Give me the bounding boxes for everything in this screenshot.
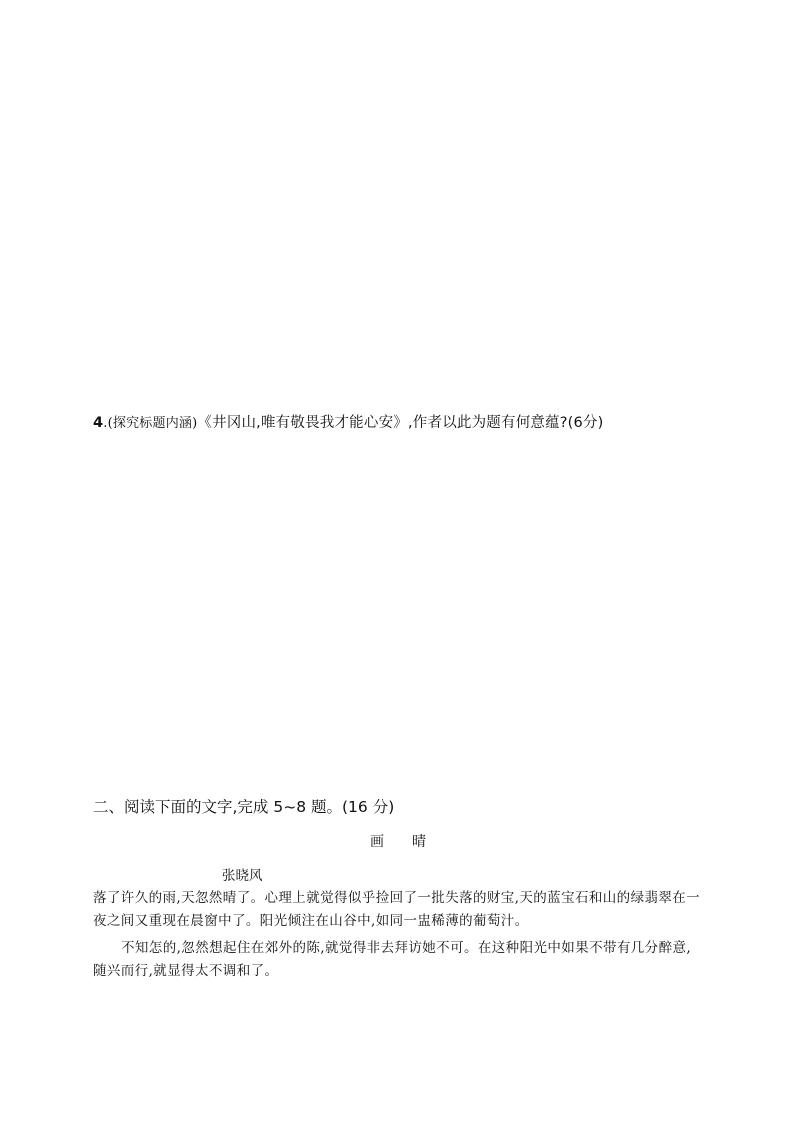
article-title-char-1: 画 xyxy=(370,834,384,850)
article-paragraph-2: 不知怎的,忽然想起住在郊外的陈,就觉得非去拜访她不可。在这种阳光中如果不带有几分醉意,随兴而行,就显得太不调和了。 xyxy=(93,940,692,979)
question-number: 4 xyxy=(93,415,104,431)
question-note: .(探究标题内涵) xyxy=(103,416,198,431)
article-title xyxy=(370,831,426,851)
article-author: 张晓风 xyxy=(222,868,263,884)
question-text: 《井冈山,唯有敬畏我才能心安》,作者以此为题有何意蕴?(6分) xyxy=(197,415,604,431)
section-heading: 二、阅读下面的文字,完成 5~8 题。(16 分) xyxy=(93,798,395,816)
article-title-char-2: 晴 xyxy=(412,834,426,850)
question-4 xyxy=(93,411,604,432)
article-paragraph-1: 落了许久的雨,天忽然晴了。心理上就觉得似乎捡回了一批失落的财宝,天的蓝宝石和山的绿翡翠在一夜之间又重现在晨窗中了。阳光倾注在山谷中,如同一盅稀薄的葡萄汁。 xyxy=(93,890,701,929)
